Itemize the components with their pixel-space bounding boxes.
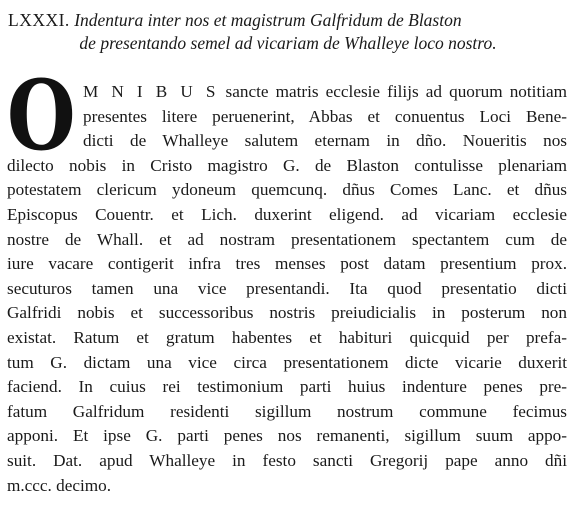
body-line-text: sancte matris ecclesie filijs ad quorum notitiam — [218, 82, 567, 101]
charter-number: LXXXI. — [8, 10, 70, 30]
body-line: fatum Galfridum residenti sigillum nostrum commune fecimus — [7, 401, 567, 421]
body-line: iure vacare contigerit infra tres menses post datam presentium prox. — [7, 254, 567, 274]
body-line: secuturos tamen una vice presentandi. Ita quod presentatio dicti — [7, 278, 567, 298]
body-line — [83, 80, 567, 105]
opening-word: M N I B U S — [83, 82, 219, 101]
body-line: existat. Ratum et gratum habentes et habituri quicquid per prefa- — [7, 327, 567, 347]
body-line: nostre de Whall. et ad nostram presentationem spectantem cum de — [7, 229, 567, 249]
body-line: m.ccc. decimo. — [7, 475, 112, 495]
charter-title-line-1: Indentura inter nos et magistrum Galfridum de Blaston — [74, 10, 462, 30]
body-line: suit. Dat. apud Whalleye in festo sancti Gregorij pape anno dñi — [7, 450, 567, 470]
body-line: apponi. Et ipse G. parti penes nos remanenti, sigillum suum appo- — [7, 426, 567, 446]
body-line: potestatem clericum ydoneum quemcunq. dñus Comes Lanc. et dñus — [7, 180, 567, 200]
charter-heading — [8, 9, 568, 55]
charter-title-line-2: de presentando semel ad vicariam de Whalleye loco nostro. — [79, 33, 497, 53]
body-line: presentes litere peruenerint, Abbas et conuentus Loci Bene- — [83, 106, 567, 126]
body-line: faciend. In cuius rei testimonium parti huius indenture penes pre- — [7, 377, 567, 397]
drop-cap-letter: O — [7, 59, 76, 172]
body-line: tum G. dictam una vice circa presentationem dicte vicarie duxerit — [7, 352, 567, 372]
charter-body-text — [7, 80, 567, 498]
body-line: dilecto nobis in Cristo magistro G. de Blaston contulisse plenariam — [7, 155, 567, 175]
body-line: Episcopus Couentr. et Lich. duxerint eligend. ad vicariam ecclesie — [7, 204, 567, 224]
body-line: dicti de Whalleye salutem eternam in dño. Noueritis nos — [83, 131, 567, 151]
body-line: Galfridi nobis et successoribus nostris preiudicialis in posterum non — [7, 303, 567, 323]
